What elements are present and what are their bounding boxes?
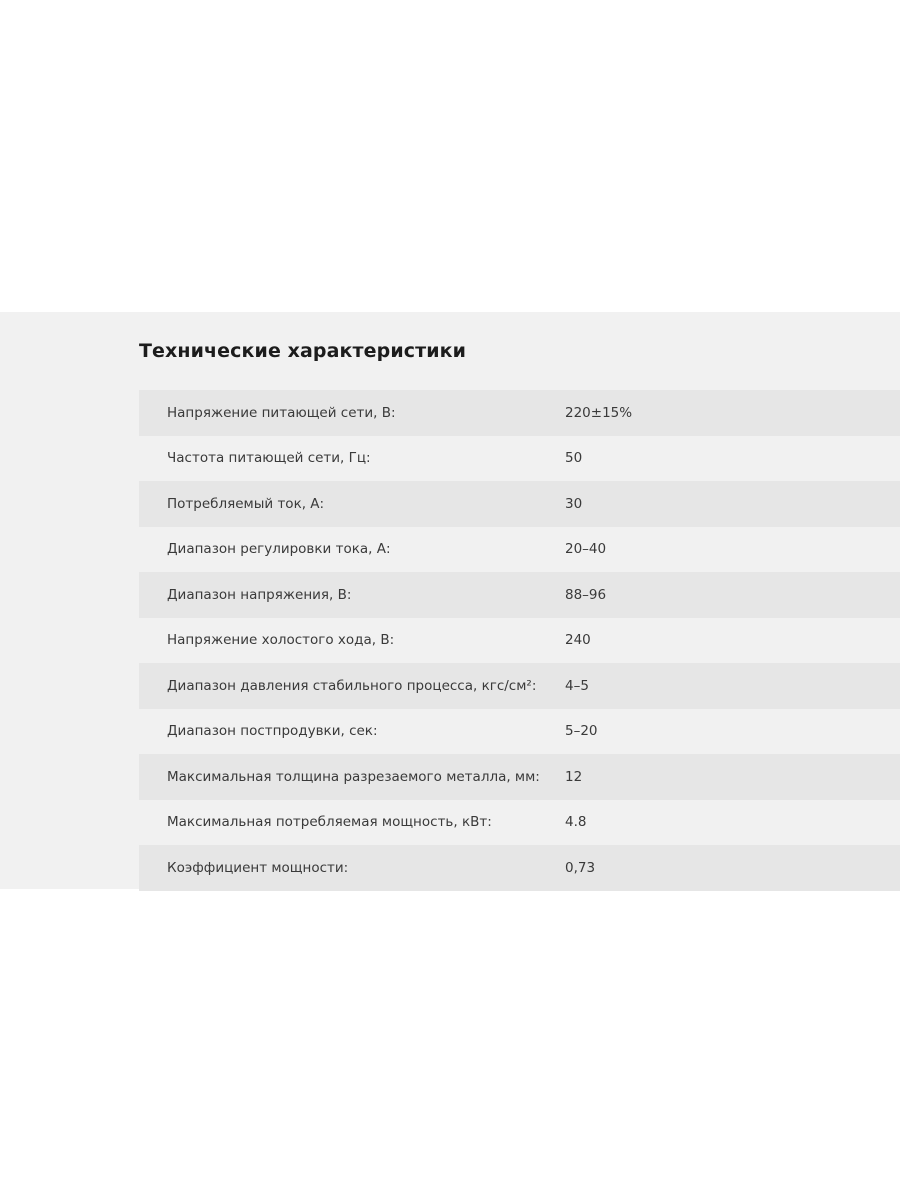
specs-table [139,390,900,891]
spec-row-supply-frequency [139,436,900,482]
spec-row-voltage-range [139,572,900,618]
spec-row-power-factor [139,845,900,891]
spec-value: 4–5 [565,677,589,694]
spec-name: Напряжение питающей сети, В: [167,404,396,421]
spec-value: 0,73 [565,859,596,876]
spec-value: 4.8 [565,814,587,831]
spec-row-pressure-range [139,663,900,709]
spec-name: Диапазон регулировки тока, А: [167,541,391,558]
spec-row-postflow-range [139,709,900,755]
spec-row-max-power [139,800,900,846]
spec-value: 12 [565,768,583,785]
spec-name: Диапазон постпродувки, сек: [167,723,378,740]
spec-name: Диапазон напряжения, В: [167,586,352,603]
spec-value: 220±15% [565,404,633,421]
spec-row-current-range [139,527,900,573]
spec-row-supply-voltage [139,390,900,436]
spec-name: Максимальная потребляемая мощность, кВт: [167,814,492,831]
spec-value: 240 [565,632,591,649]
spec-row-consumed-current [139,481,900,527]
spec-value: 5–20 [565,723,598,740]
spec-name: Частота питающей сети, Гц: [167,450,371,467]
section-title: Технические характеристики [139,340,467,362]
spec-name: Диапазон давления стабильного процесса, кгс/см²: [167,677,537,694]
spec-value: 20–40 [565,541,607,558]
spec-value: 50 [565,450,583,467]
spec-name: Коэффициент мощности: [167,859,349,876]
spec-name: Максимальная толщина разрезаемого металла, мм: [167,768,540,785]
spec-row-idle-voltage [139,618,900,664]
spec-value: 30 [565,495,583,512]
spec-name: Потребляемый ток, А: [167,495,325,512]
spec-value: 88–96 [565,586,607,603]
spec-name: Напряжение холостого хода, В: [167,632,395,649]
specs-section [0,312,900,889]
spec-row-max-cut-thickness [139,754,900,800]
